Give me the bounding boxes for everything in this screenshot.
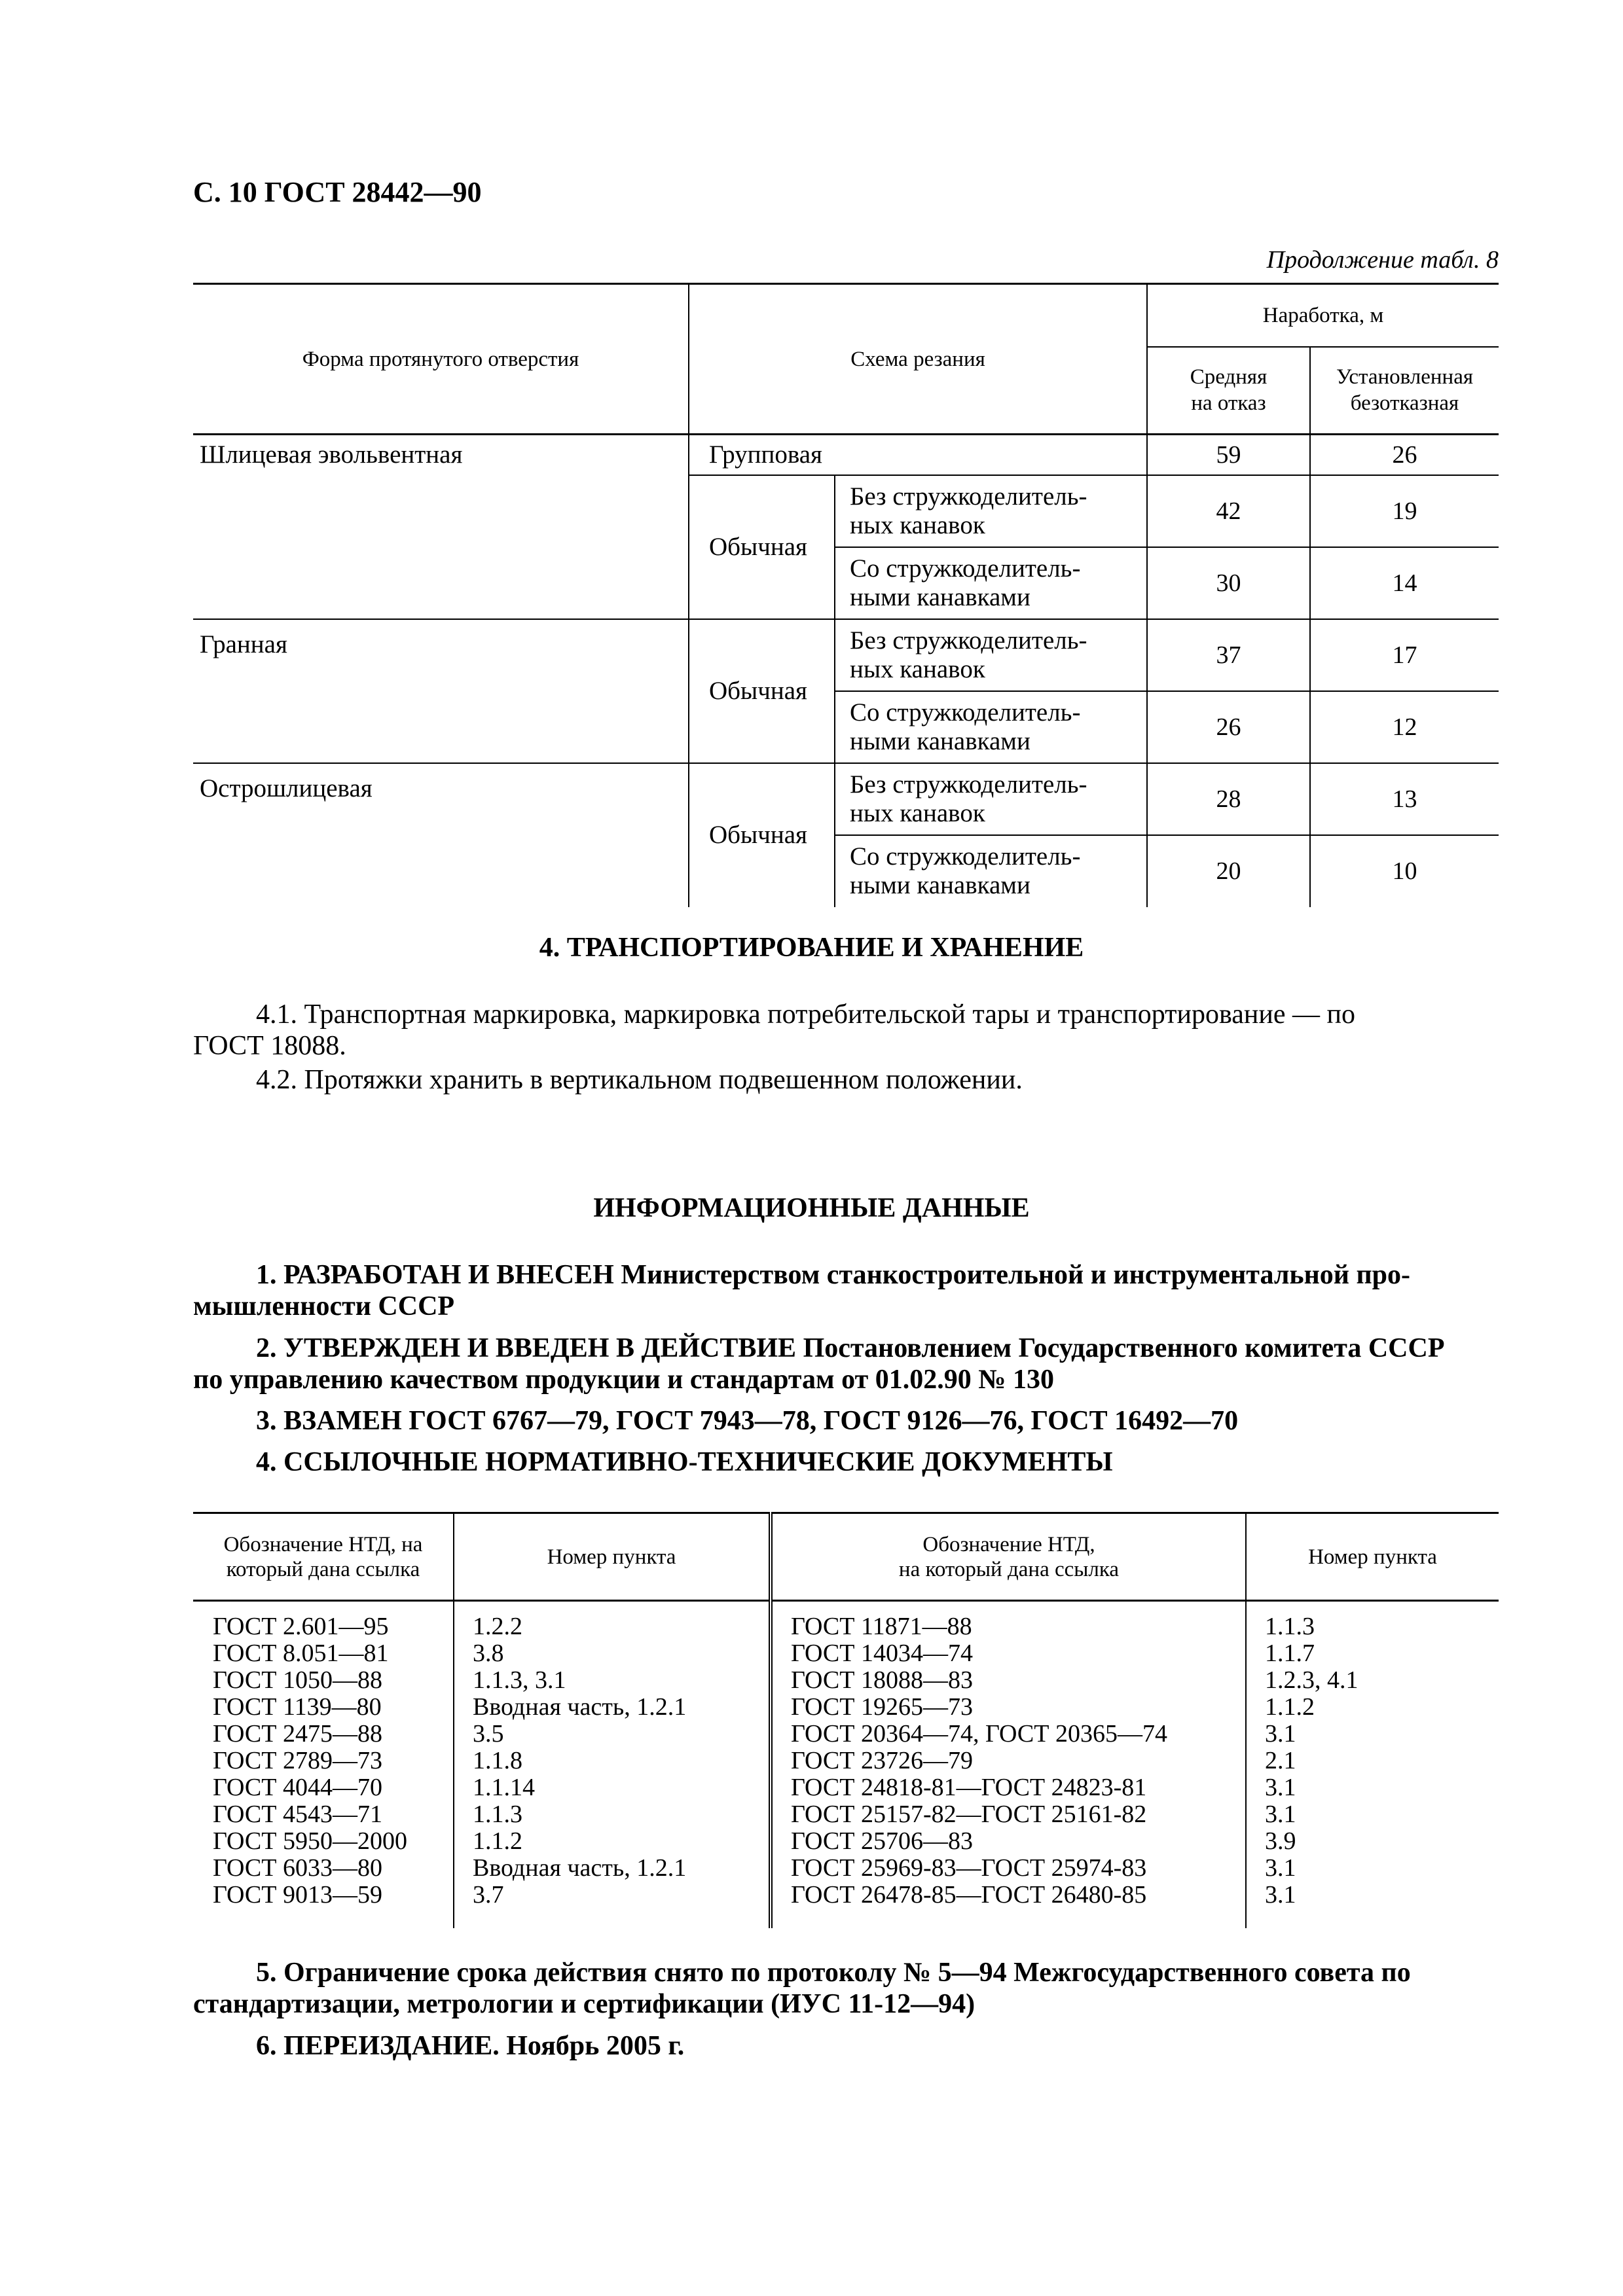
info-item-1: 1. РАЗРАБОТАН И ВНЕСЕН Министерством станкостроительной и инструментальной про- мышленности СССР (193, 1260, 1411, 1321)
ref-doc: ГОСТ 4044—70 (213, 1774, 382, 1801)
ref-item: 3.7 (473, 1881, 504, 1909)
ref-doc: ГОСТ 8.051—81 (213, 1640, 389, 1667)
ref-header-doc-1: Обозначение НТД, на который дана ссылка (193, 1513, 454, 1601)
ref-item: 3.8 (473, 1640, 504, 1667)
ref-doc: ГОСТ 1139—80 (213, 1693, 382, 1721)
ref-item: 3.1 (1265, 1854, 1296, 1882)
ref-item: 1.1.3, 3.1 (473, 1666, 566, 1694)
ref-doc: ГОСТ 9013—59 (213, 1881, 382, 1909)
row-set: 12 (1310, 691, 1499, 763)
row-variant: Со стружкоделитель- ными канавками (835, 691, 1147, 763)
ref-doc: ГОСТ 26478-85—ГОСТ 26480-85 (791, 1881, 1147, 1909)
row-scheme: Обычная (689, 619, 835, 763)
ref-doc: ГОСТ 4543—71 (213, 1801, 382, 1828)
ref-item: 2.1 (1265, 1747, 1296, 1774)
row-variant: Без стружкоделитель- ных канавок (835, 619, 1147, 691)
row-mean: 42 (1147, 475, 1310, 547)
row-variant: Со стружкоделитель- ными канавками (835, 835, 1147, 907)
ref-item: 3.1 (1265, 1720, 1296, 1748)
ref-header-item-2: Номер пункта (1246, 1513, 1499, 1601)
ref-item: 3.1 (1265, 1881, 1296, 1909)
section-4-title: 4. ТРАНСПОРТИРОВАНИЕ И ХРАНЕНИЕ (539, 933, 1084, 963)
ref-doc: ГОСТ 6033—80 (213, 1854, 382, 1882)
header-scheme: Схема резания (689, 284, 1147, 435)
row-scheme: Обычная (689, 763, 835, 907)
info-item-4: 4. ССЫЛОЧНЫЕ НОРМАТИВНО-ТЕХНИЧЕСКИЕ ДОКУМЕНТЫ (256, 1447, 1113, 1477)
ref-doc: ГОСТ 24818-81—ГОСТ 24823-81 (791, 1774, 1147, 1801)
row-variant: Без стружкоделитель- ных канавок (835, 475, 1147, 547)
ref-doc: ГОСТ 19265—73 (791, 1693, 973, 1721)
page-header: С. 10 ГОСТ 28442—90 (193, 176, 482, 208)
header-form: Форма протянутого отверстия (193, 284, 689, 435)
row-variant: Со стружкоделитель- ными канавками (835, 547, 1147, 619)
ref-item: 1.1.7 (1265, 1640, 1315, 1667)
row-form-3: Острошлицевая (200, 774, 373, 802)
row-set: 19 (1310, 475, 1499, 547)
ref-item: Вводная часть, 1.2.1 (473, 1693, 687, 1721)
info-item-5: 5. Ограничение срока действия снято по протоколу № 5—94 Межгосударственного совета по стандартизации, метрологии и сертификации (ИУС 11-12—94) (193, 1958, 1411, 2019)
ref-right-docs (771, 1601, 1246, 1928)
ref-left-docs (193, 1601, 454, 1928)
ref-doc: ГОСТ 23726—79 (791, 1747, 973, 1774)
ref-doc: ГОСТ 2.601—95 (213, 1613, 389, 1640)
ref-header-doc-2: Обозначение НТД, на который дана ссылка (771, 1513, 1246, 1601)
ref-doc: ГОСТ 25157-82—ГОСТ 25161-82 (791, 1801, 1147, 1828)
ref-item: 3.5 (473, 1720, 504, 1748)
info-item-3: 3. ВЗАМЕН ГОСТ 6767—79, ГОСТ 7943—78, ГОСТ 9126—76, ГОСТ 16492—70 (256, 1406, 1239, 1436)
ref-item: 1.2.3, 4.1 (1265, 1666, 1359, 1694)
ref-left-items (454, 1601, 771, 1928)
row-scheme-group: Групповая (689, 435, 1147, 475)
ref-item: 1.1.2 (1265, 1693, 1315, 1721)
row-scheme: Обычная (689, 475, 835, 619)
header-mean: Средняя на отказ (1147, 347, 1310, 435)
ref-doc: ГОСТ 2475—88 (213, 1720, 382, 1748)
header-narabotka: Наработка, м (1147, 284, 1499, 347)
row-set: 13 (1310, 763, 1499, 835)
ref-header-item-1: Номер пункта (454, 1513, 771, 1601)
info-title: ИНФОРМАЦИОННЫЕ ДАННЫЕ (593, 1193, 1030, 1223)
row-set: 14 (1310, 547, 1499, 619)
ref-doc: ГОСТ 18088—83 (791, 1666, 973, 1694)
reference-documents-table (193, 1512, 1499, 1928)
ref-item: Вводная часть, 1.2.1 (473, 1854, 687, 1882)
row-set: 10 (1310, 835, 1499, 907)
ref-doc: ГОСТ 11871—88 (791, 1613, 972, 1640)
ref-doc: ГОСТ 25969-83—ГОСТ 25974-83 (791, 1854, 1147, 1882)
row-mean: 37 (1147, 619, 1310, 691)
info-item-6: 6. ПЕРЕИЗДАНИЕ. Ноябрь 2005 г. (256, 2031, 685, 2061)
ref-doc: ГОСТ 25706—83 (791, 1827, 973, 1855)
row-mean: 59 (1147, 435, 1310, 475)
ref-doc: ГОСТ 5950—2000 (213, 1827, 407, 1855)
ref-item: 1.1.14 (473, 1774, 535, 1801)
row-set: 26 (1310, 435, 1499, 475)
row-mean: 20 (1147, 835, 1310, 907)
ref-item: 1.1.3 (1265, 1613, 1315, 1640)
ref-doc: ГОСТ 1050—88 (213, 1666, 382, 1694)
ref-item: 3.1 (1265, 1774, 1296, 1801)
table-continuation-label: Продолжение табл. 8 (1266, 246, 1499, 274)
ref-item: 1.1.8 (473, 1747, 522, 1774)
ref-item: 3.1 (1265, 1801, 1296, 1828)
ref-item: 1.2.2 (473, 1613, 522, 1640)
ref-right-items (1246, 1601, 1499, 1928)
ref-item: 1.1.3 (473, 1801, 522, 1828)
ref-doc: ГОСТ 14034—74 (791, 1640, 973, 1667)
ref-doc: ГОСТ 20364—74, ГОСТ 20365—74 (791, 1720, 1167, 1748)
section-4-paragraph-1: 4.1. Транспортная маркировка, маркировка потребительской тары и транспортирование — по ГОСТ 18088. (193, 999, 1355, 1061)
row-form-1: Шлицевая эвольвентная (200, 440, 463, 469)
row-mean: 30 (1147, 547, 1310, 619)
ref-item: 1.1.2 (473, 1827, 522, 1855)
ref-doc: ГОСТ 2789—73 (213, 1747, 382, 1774)
row-mean: 28 (1147, 763, 1310, 835)
info-item-2: 2. УТВЕРЖДЕН И ВВЕДЕН В ДЕЙСТВИЕ Постановлением Государственного комитета СССР по управлению качеством продукции и стандартам от 01.02.90 № 130 (193, 1333, 1445, 1395)
row-mean: 26 (1147, 691, 1310, 763)
row-variant: Без стружкоделитель- ных канавок (835, 763, 1147, 835)
header-set: Установленная безотказная (1310, 347, 1499, 435)
row-set: 17 (1310, 619, 1499, 691)
table-8 (193, 283, 1499, 907)
section-4-paragraph-2: 4.2. Протяжки хранить в вертикальном подвешенном положении. (256, 1065, 1023, 1095)
row-form-2: Гранная (200, 630, 287, 658)
ref-item: 3.9 (1265, 1827, 1296, 1855)
